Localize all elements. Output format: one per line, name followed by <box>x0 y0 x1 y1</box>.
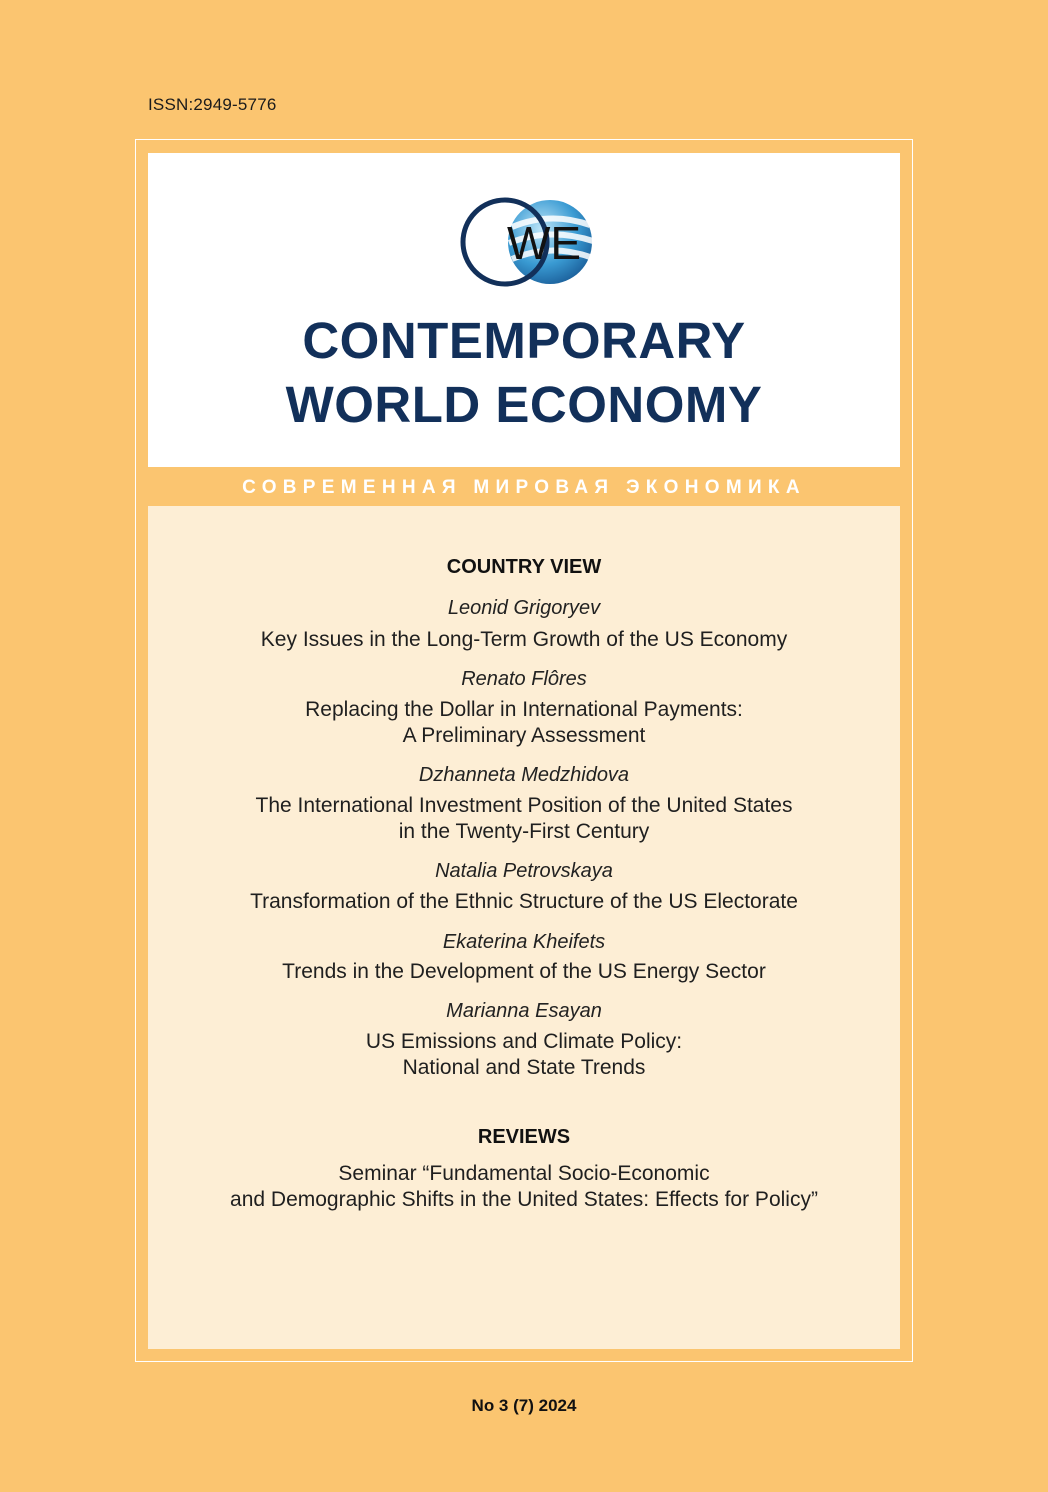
globe-logo-icon <box>460 197 600 287</box>
review-title: Seminar “Fundamental Socio-Economic <box>338 1162 710 1185</box>
article-author: Leonid Grigoryev <box>447 597 601 619</box>
review-title: and Demographic Shifts in the United States: Effects for Policy” <box>230 1188 818 1211</box>
section-heading-reviews: REVIEWS <box>477 1126 571 1148</box>
article-title: A Preliminary Assessment <box>402 724 646 747</box>
article-author: Marianna Esayan <box>446 1000 602 1022</box>
contents-panel <box>148 506 900 1349</box>
article-title: Transformation of the Ethnic Structure of the US Electorate <box>250 890 798 913</box>
issn: ISSN:2949-5776 <box>148 95 277 114</box>
journal-title-line-2: WORLD ECONOMY <box>285 376 763 433</box>
article-author: Renato Flôres <box>461 668 587 690</box>
section-heading-country-view: COUNTRY VIEW <box>446 556 602 578</box>
article-title: Key Issues in the Long-Term Growth of the US Economy <box>260 628 788 651</box>
article-author: Dzhanneta Medzhidova <box>418 764 630 786</box>
russian-title: СОВРЕМЕННАЯ МИРОВАЯ ЭКОНОМИКА <box>242 477 806 498</box>
article-title: Replacing the Dollar in International Payments: <box>305 698 743 721</box>
logo-text: WE <box>506 217 582 269</box>
article-title: US Emissions and Climate Policy: <box>365 1030 683 1053</box>
title-panel <box>148 153 900 467</box>
journal-title-line-1: CONTEMPORARY <box>302 312 746 369</box>
article-author: Natalia Petrovskaya <box>435 860 613 882</box>
article-author: Ekaterina Kheifets <box>442 931 606 953</box>
article-title: The International Investment Position of the United States <box>255 794 793 817</box>
article-title: in the Twenty-First Century <box>398 820 650 843</box>
issue-number: No 3 (7) 2024 <box>471 1396 577 1415</box>
article-title: National and State Trends <box>402 1056 646 1079</box>
article-title: Trends in the Development of the US Energy Sector <box>282 960 766 983</box>
